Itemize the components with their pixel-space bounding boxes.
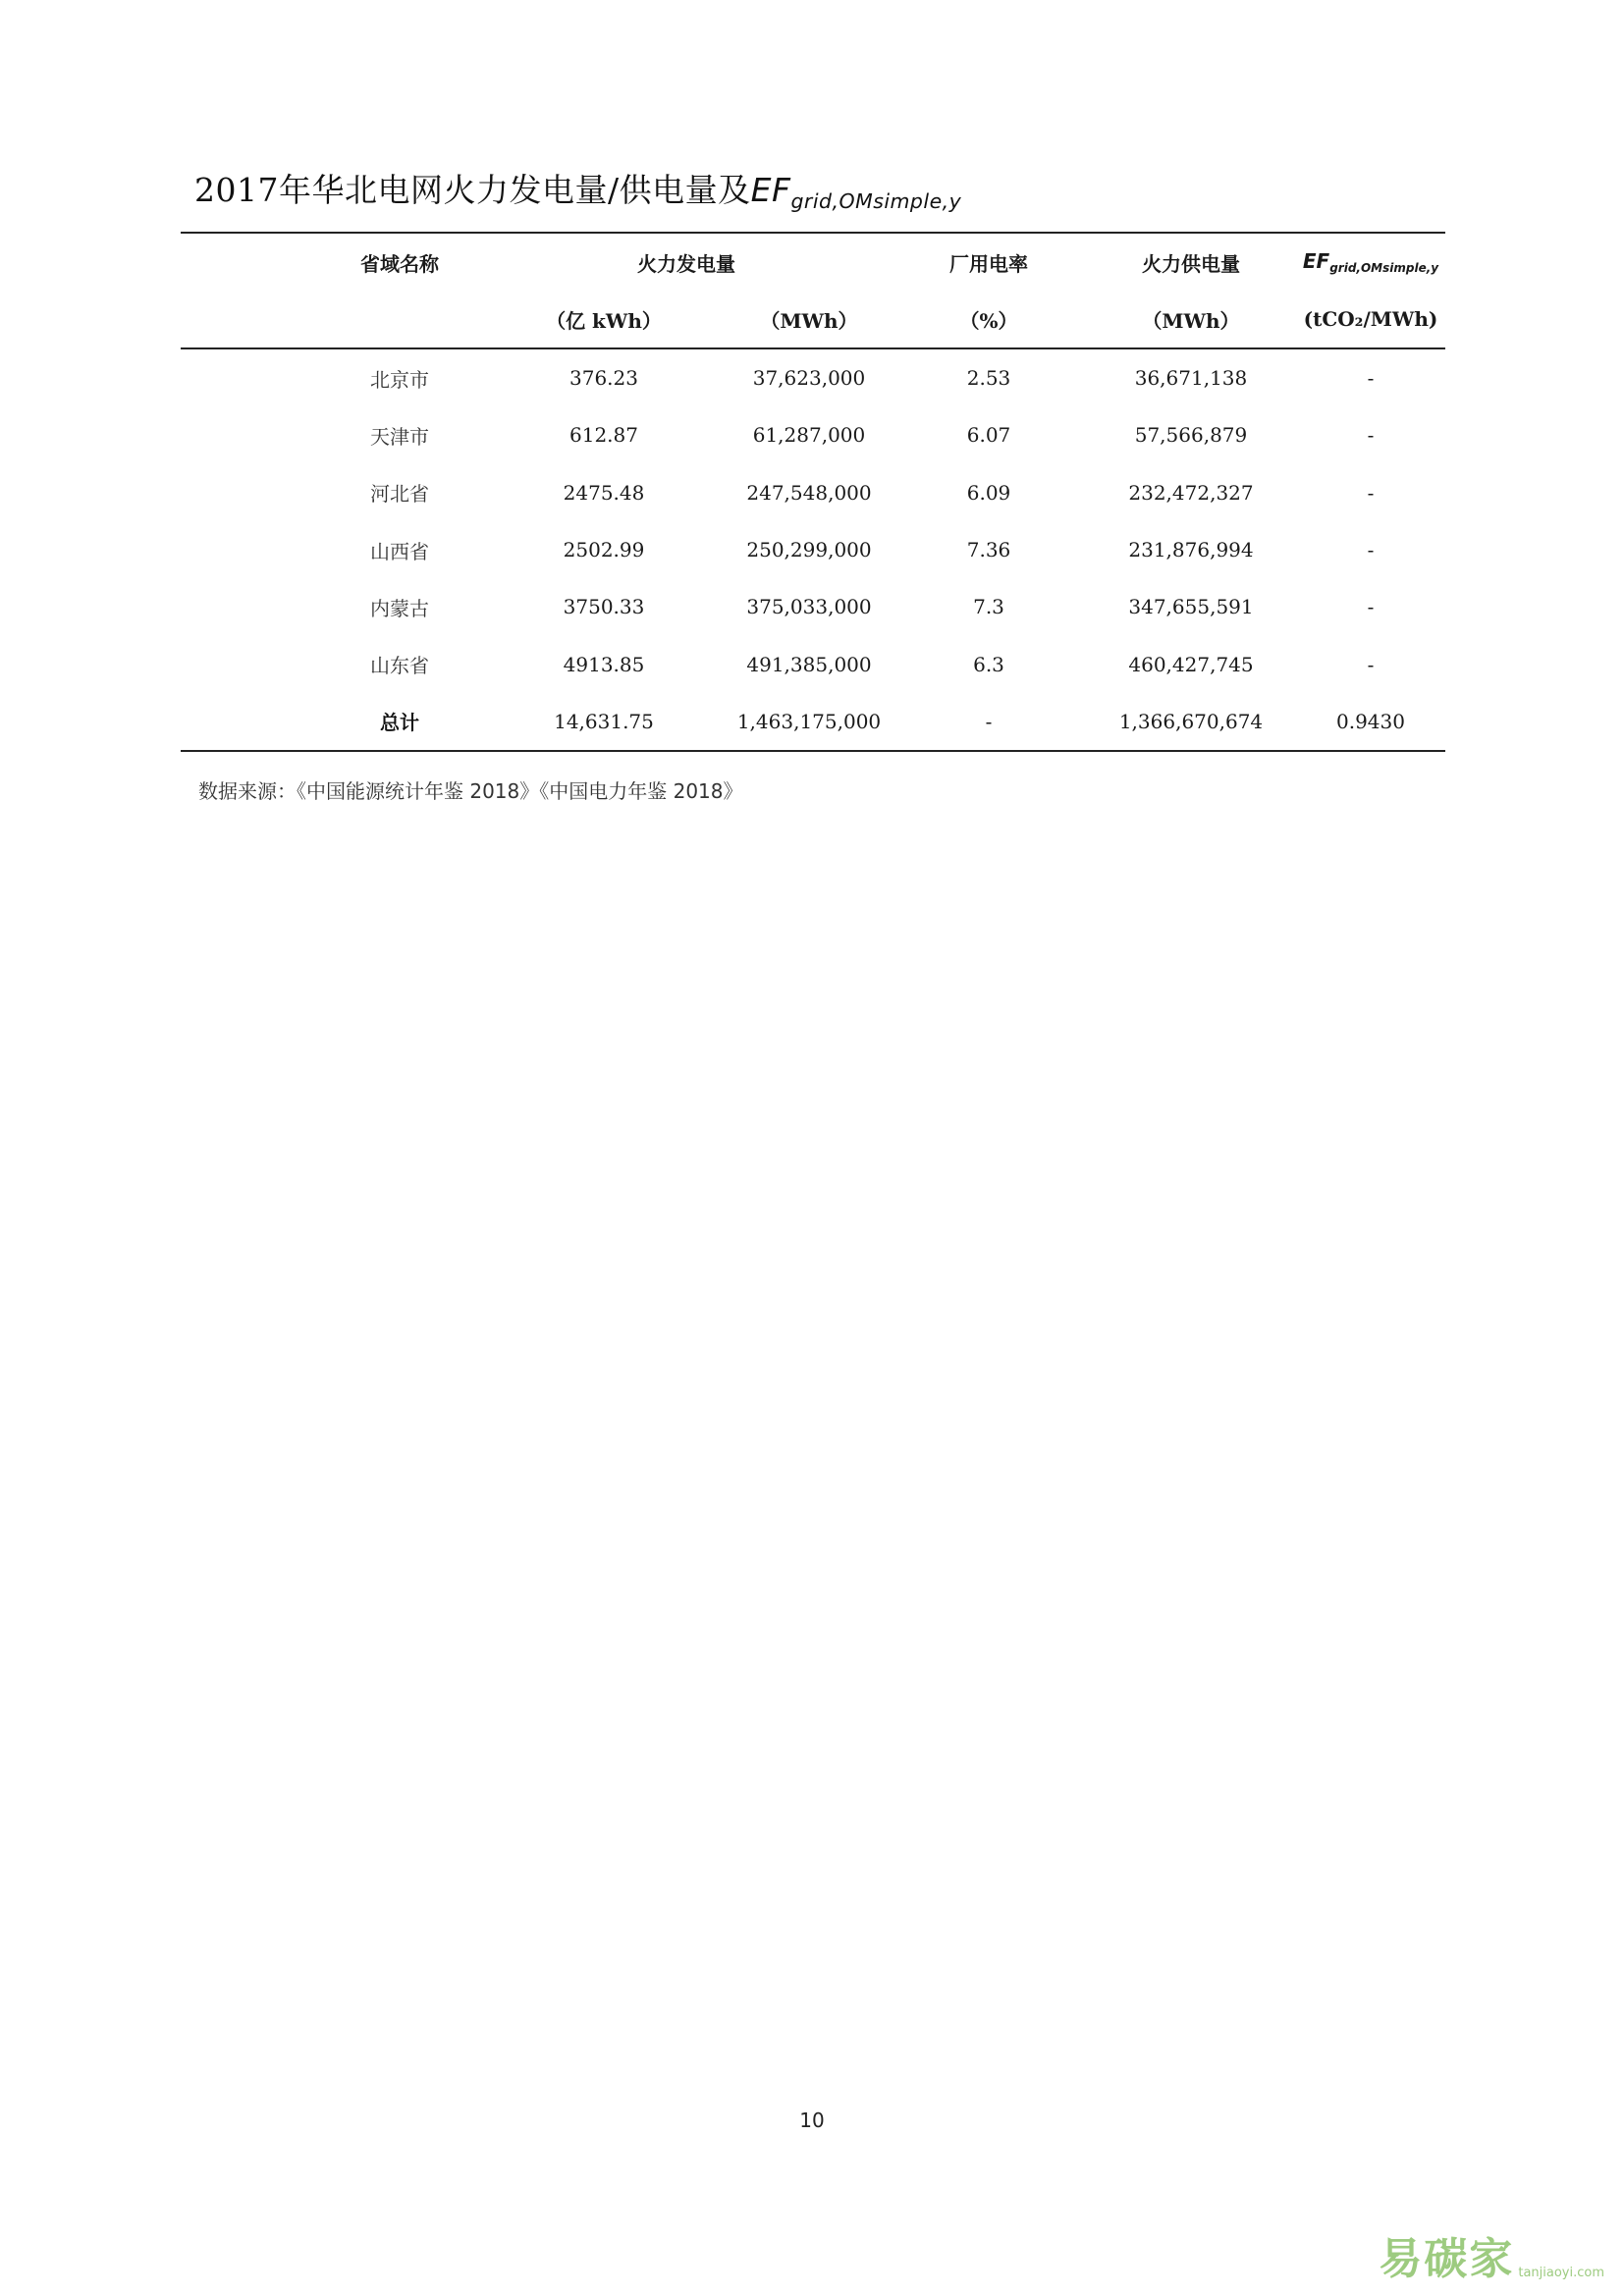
- cell-rate: 7.36: [966, 538, 1011, 562]
- header-spacer: [181, 291, 318, 348]
- cell-rate: 6.3: [973, 652, 1004, 676]
- table-row: [181, 406, 1445, 463]
- table-header-row-1: [181, 233, 1445, 291]
- cell-gen-mwh: 250,299,000: [746, 538, 872, 562]
- cell-supply: 460,427,745: [1128, 652, 1254, 676]
- cell-gen-mwh: 61,287,000: [752, 423, 866, 448]
- header-gen-unit-yi: （亿 kWh）: [546, 308, 662, 333]
- table-total-row: [181, 693, 1445, 751]
- cell-total-gen-mwh: 1,463,175,000: [736, 709, 882, 733]
- header-ef: [1296, 233, 1445, 291]
- page-number: 10: [799, 2109, 825, 2132]
- cell-rate: 6.07: [966, 423, 1011, 448]
- row-spacer: [181, 348, 318, 406]
- cell-rate: 6.09: [966, 480, 1011, 505]
- table-row: [181, 348, 1445, 406]
- watermark-domain: tanjiaoyi.com: [1518, 2266, 1604, 2280]
- cell-ef: -: [1367, 480, 1375, 505]
- cell-gen-mwh: 247,548,000: [746, 480, 872, 505]
- row-spacer: [181, 635, 318, 692]
- cell-total-gen-yi: 14,631.75: [554, 709, 654, 733]
- header-supply: 火力供电量: [1142, 251, 1240, 276]
- cell-gen-yi: 4913.85: [563, 652, 645, 676]
- row-spacer: [181, 464, 318, 521]
- cell-region: 内蒙古: [370, 596, 429, 620]
- header-rate-unit: （%）: [959, 308, 1018, 333]
- table-row: [181, 578, 1445, 635]
- row-spacer: [181, 406, 318, 463]
- cell-region: 河北省: [370, 482, 429, 507]
- cell-rate: 7.3: [973, 595, 1004, 619]
- cell-ef: -: [1367, 366, 1375, 391]
- title-ef-main: EF: [750, 171, 791, 209]
- title-ef-subscript: grid,OMsimple,y: [790, 189, 962, 214]
- cell-ef: -: [1367, 595, 1375, 619]
- table-row: [181, 464, 1445, 521]
- cell-ef: -: [1367, 538, 1375, 562]
- title-ef-symbol: [750, 171, 962, 214]
- cell-supply: 347,655,591: [1128, 595, 1254, 619]
- row-spacer: [181, 578, 318, 635]
- source-note: 数据来源：《中国能源统计年鉴 2018》《中国电力年鉴 2018》: [198, 779, 743, 803]
- cell-total-supply: 1,366,670,674: [1118, 709, 1264, 733]
- cell-rate: 2.53: [966, 366, 1011, 391]
- cell-supply: 231,876,994: [1128, 538, 1254, 562]
- watermark-sub: [1518, 2266, 1604, 2280]
- cell-total-ef: 0.9430: [1336, 709, 1405, 733]
- header-region: 省域名称: [360, 251, 439, 276]
- cell-ef: -: [1367, 652, 1375, 676]
- watermark-text: 易碳家: [1379, 2234, 1515, 2284]
- header-ef-main: EF: [1302, 248, 1330, 273]
- cell-supply: 232,472,327: [1128, 480, 1254, 505]
- cell-total-label: 总计: [380, 711, 419, 735]
- watermark-logo: [1379, 2223, 1604, 2286]
- cell-total-rate: -: [985, 709, 993, 733]
- cell-gen-yi: 376.23: [569, 366, 638, 391]
- cell-region: 北京市: [370, 367, 429, 392]
- page-title: [194, 165, 961, 213]
- header-spacer: [181, 233, 318, 291]
- header-supply-unit: （MWh）: [1142, 308, 1240, 333]
- cell-gen-yi: 2502.99: [563, 538, 645, 562]
- generation-table: [181, 232, 1445, 752]
- cell-region: 山东省: [370, 654, 429, 678]
- row-spacer: [181, 521, 318, 578]
- cell-region: 山西省: [370, 539, 429, 563]
- table-row: [181, 635, 1445, 692]
- header-self-use-rate: 厂用电率: [949, 251, 1028, 276]
- cell-gen-mwh: 375,033,000: [746, 595, 872, 619]
- cell-gen-yi: 2475.48: [563, 480, 645, 505]
- cell-supply: 36,671,138: [1134, 366, 1248, 391]
- cell-gen-mwh: 491,385,000: [746, 652, 872, 676]
- header-ef-unit: (tCO₂/MWh): [1303, 307, 1438, 331]
- cell-ef: -: [1367, 423, 1375, 448]
- row-spacer: [181, 693, 318, 751]
- table-row: [181, 521, 1445, 578]
- header-region-unit: [318, 291, 481, 348]
- cell-region: 天津市: [370, 424, 429, 449]
- cell-gen-mwh: 37,623,000: [752, 366, 866, 391]
- cell-gen-yi: 3750.33: [563, 595, 645, 619]
- title-prefix: 2017年华北电网火力发电量/供电量及: [194, 171, 751, 209]
- header-generation: 火力发电量: [637, 251, 735, 276]
- header-ef-subscript: grid,OMsimple,y: [1329, 261, 1439, 276]
- cell-gen-yi: 612.87: [569, 423, 638, 448]
- header-gen-unit-mwh: （MWh）: [760, 308, 858, 333]
- table-header-row-2: [181, 291, 1445, 348]
- cell-supply: 57,566,879: [1134, 423, 1248, 448]
